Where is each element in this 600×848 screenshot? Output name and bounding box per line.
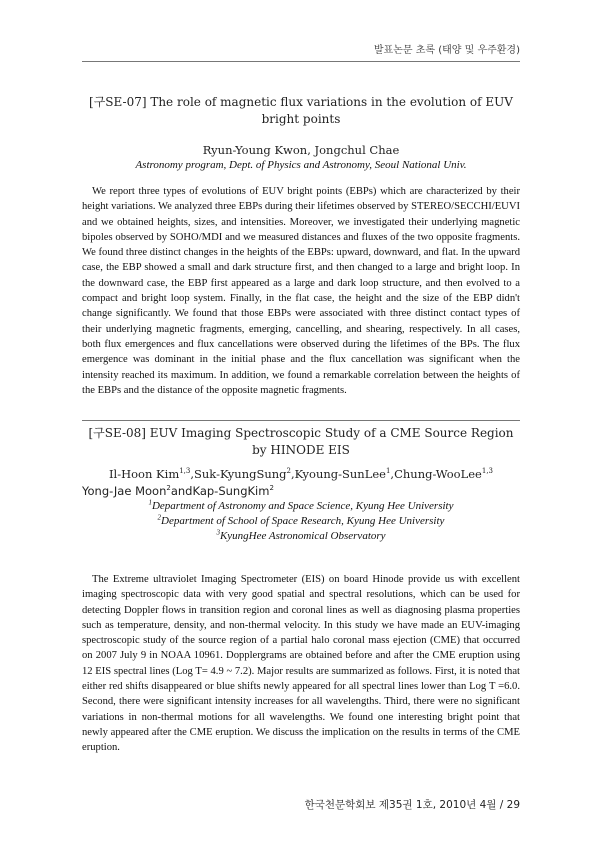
- section-divider: [82, 420, 520, 421]
- paper2-abstract: The Extreme ultraviolet Imaging Spectrometer (EIS) on board Hinode provide us with excellent imaging spectroscopic data with very good spatial and spectral resolutions, which can be used for detecting Doppler flows in transition region and coronal lines as well as diagnosing plasma properties such as temperature, density, and non-thermal velocity. In this study we have made an EUV-imaging spectroscopic study of the source region of a partial halo coronal mass ejection (CME) that occurred on 2007 July 9 in NOAA 10961. Dopplergrams are obtained before and after the CME eruption using 12 EIS spectral lines (Log T= 4.9 ~ 7.2). Major results are summarized as follows. First, it is noted that either red shifts disappeared or blue shifts newly appeared for all spectral lines lower than Log T =6.0. Second, there were significant intensity increases for all wavelengths. Third, there were no significant variations in non-thermal motions for all wavelengths. We found one interesting bright point that newly appeared after the CME eruption. We discuss the implication on the results in terms of the CME eruption.: [82, 574, 520, 754]
- paper1-authors: Ryun-Young Kwon, Jongchul Chae: [202, 143, 400, 157]
- paper2-authors-line1: Il-Hoon Kim$^{1,3}$,Suk-KyungSung$^2$,Kyoung-SunLee$^1$,Chung-WooLee$^{1,3}$: [109, 467, 493, 481]
- paper2-affiliation-3: $^3$KyungHee Astronomical Observatory: [216, 528, 386, 542]
- paper1-affiliation: Astronomy program, Dept. of Physics and Astronomy, Seoul National Univ.: [135, 159, 467, 171]
- paper1-abstract: We report three types of evolutions of EUV bright points (EBPs) which are characterized by their height variations. We analyzed three EBPs during their lifetimes observed by STEREO/SECCHI/EUVI and we obtained heights, sizes, and intensities. Moreover, we investigated their underlying magnetic bipoles observed by SOHO/MDI and we measured distances and fluxes of the two opposite fragments. We found three distinct changes in the heights of the EBPs: upward, downward, and flat. In the upward case, the EBP showed a small and dark structure first, and then changed to a large and bright loop. In the downward case, the EBP first appeared as a large and dark loop structure, and then evolved to a compact and bright loop system. Finally, in the flat case, the height and the size of the EBP didn't change significantly. We found that those EBPs were associated with three distinct contact types of their underlying magnetic fragments, emerging, cancelling, and shearing, respectively. In all cases, both flux emergences and flux cancellations were observed during the lifetimes of the BPs. The flux emergence was dominant in the initial phase and the flux cancellation was significant when the intensity reached its maximum. In addition, we found a remarkable correlation between the heights of the EBPs and the distance of the opposite magnetic fragments.: [82, 186, 520, 396]
- page-footer: 한국천문학회보 제35권 1호, 2010년 4월 / 29: [304, 799, 520, 811]
- running-header: 발표논문 초록 (태양 및 우주환경): [373, 45, 520, 56]
- paper2-affiliation-2: $^2$Department of School of Space Research, Kyung Hee University: [157, 513, 445, 527]
- header-rule: [82, 61, 520, 62]
- paper2-affiliation-1: $^1$Department of Astronomy and Space Science, Kyung Hee University: [148, 498, 454, 512]
- paper2-authors-line2: Yong-Jae Moon$^2$andKap-SungKim$^2$: [82, 484, 274, 498]
- paper2-title: [구SE-08] EUV Imaging Spectroscopic Study of a CME Source Region by HINODE EIS: [88, 426, 514, 457]
- paper1-title: [구SE-07] The role of magnetic flux variations in the evolution of EUV bright points: [89, 95, 513, 126]
